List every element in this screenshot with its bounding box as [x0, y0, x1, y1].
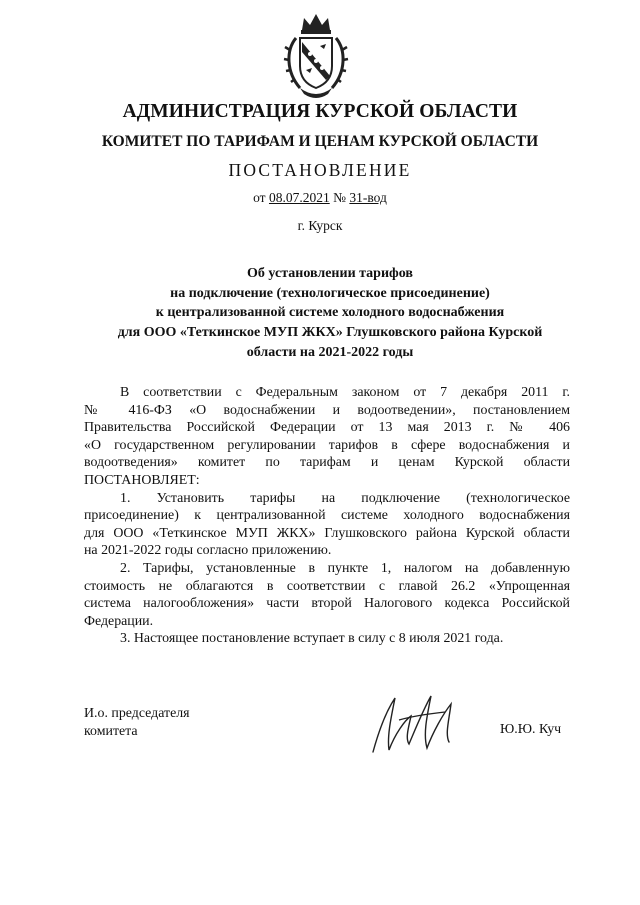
committee-name: КОМИТЕТ ПО ТАРИФАМ И ЦЕНАМ КУРСКОЙ ОБЛАСТИ	[101, 133, 539, 150]
body-line: присоединение) к централизованной системе холодного водоснабжения	[84, 508, 570, 524]
body-line: стоимость не облагаются в соответствии с главой 26.2 «Упрощенная	[84, 578, 570, 594]
body-line: для ООО «Теткинское МУП ЖКХ» Глушковского района Курской области	[84, 525, 570, 541]
document-type: ПОСТАНОВЛЕНИЕ	[228, 160, 412, 180]
document-number: 31-вод	[349, 190, 387, 205]
item-3-paragraph	[84, 630, 570, 648]
document-date: 08.07.2021	[268, 190, 330, 205]
body-line: 2. Тарифы, установленные в пункте 1, налогом на добавленную	[120, 560, 570, 576]
title-line: на подключение (технологическое присоединение)	[170, 285, 490, 301]
date-number-line	[0, 190, 640, 206]
signatory-position	[84, 705, 190, 740]
body-line: «О государственном регулировании тарифов в сфере водоснабжения и	[84, 437, 570, 453]
body-line: система налогообложения» части второй Налогового кодекса Российской	[84, 596, 570, 612]
coat-of-arms-emblem	[280, 10, 352, 102]
organization-name: АДМИНИСТРАЦИЯ КУРСКОЙ ОБЛАСТИ	[122, 101, 518, 122]
item-2-paragraph	[84, 560, 570, 630]
title-line: Об установлении тарифов	[247, 266, 413, 281]
handwritten-signature	[365, 690, 465, 760]
item-1-paragraph	[84, 490, 570, 560]
body-line: Правительства Российской Федерации от 13 мая 2013 г. № 406	[84, 420, 570, 436]
document-title	[60, 264, 600, 363]
body-line: 1. Установить тарифы на подключение (технологическое	[120, 490, 570, 506]
body-line: Федерации.	[84, 613, 154, 629]
title-line: к централизованной системе холодного водоснабжения	[155, 305, 505, 321]
body-line: 3. Настоящее постановление вступает в силу с 8 июля 2021 года.	[120, 631, 504, 647]
date-prefix: от	[253, 190, 266, 205]
position-line: комитета	[84, 723, 138, 739]
title-line: для ООО «Теткинское МУП ЖКХ» Глушковского района Курской	[117, 325, 543, 341]
position-line: И.о. председателя	[84, 706, 190, 721]
title-line: области на 2021-2022 годы	[246, 344, 414, 360]
body-line: ПОСТАНОВЛЯЕТ:	[84, 472, 200, 488]
body-line: на 2021-2022 годы согласно приложению.	[84, 543, 332, 559]
preamble-paragraph	[84, 384, 570, 490]
document-body	[84, 384, 570, 648]
number-prefix: №	[333, 190, 346, 205]
signatory-name: Ю.Ю. Куч	[500, 722, 562, 737]
body-line: водоотведения» комитет по тарифам и ценам Курской области	[84, 455, 570, 471]
body-line: В соответствии с Федеральным законом от 7 декабря 2011 г.	[120, 385, 570, 400]
body-line: № 416-ФЗ «О водоснабжении и водоотведении», постановлением	[84, 402, 570, 418]
city: г. Курск	[297, 218, 343, 233]
